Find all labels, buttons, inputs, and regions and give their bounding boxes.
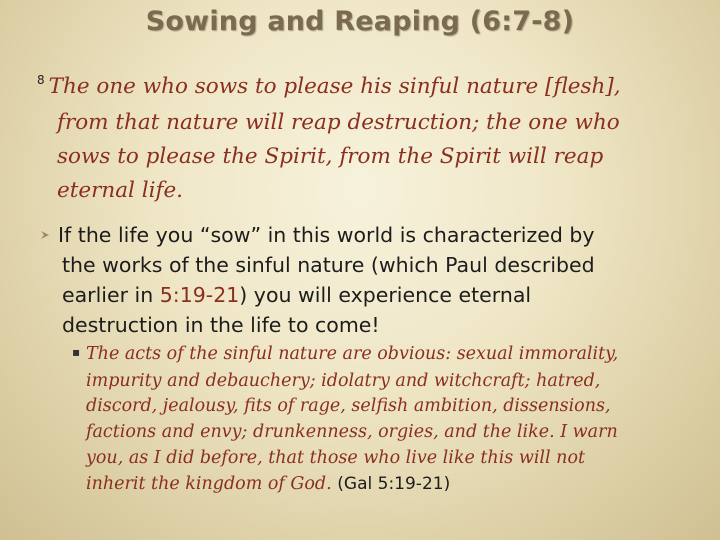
verse-line: from that nature will reap destruction; the one who	[57, 110, 620, 135]
verse-line: sows to please the Spirit, from the Spirit will reap	[57, 144, 604, 169]
verse-line: $^8$ The one who sows to please his sinful nature [flesh],	[37, 73, 621, 99]
main-bullet-point: If the life you “sow” in this world is characterized by the works of the sinful nature (which Paul described earlier in 5:19-21) you will experience eternal destruction in the life to come!	[40, 220, 690, 340]
verse-number: 8	[37, 73, 45, 87]
arrow-bullet-icon	[40, 230, 50, 240]
square-bullet-icon: ▪	[72, 345, 81, 359]
verse-block	[37, 70, 677, 208]
citation: (Gal 5:19-21)	[337, 473, 451, 494]
scripture-reference: 5:19-21	[159, 283, 240, 307]
quote-sub-bullet: ▪ The acts of the sinful nature are obvious: sexual immorality, impurity and debauchery; idolatry and witchcraft; hatred, discord, jealousy, fits of rage, selfish ambition, dissensions, factions and envy; drunkenness, orgies, and the like. I warn you, as I did before, that those who live like this will not inherit the kingdom of God. (Gal 5:19-21)	[72, 342, 692, 497]
slide-title: Sowing and Reaping (6:7-8)	[145, 6, 575, 37]
verse-line: eternal life.	[57, 178, 184, 203]
